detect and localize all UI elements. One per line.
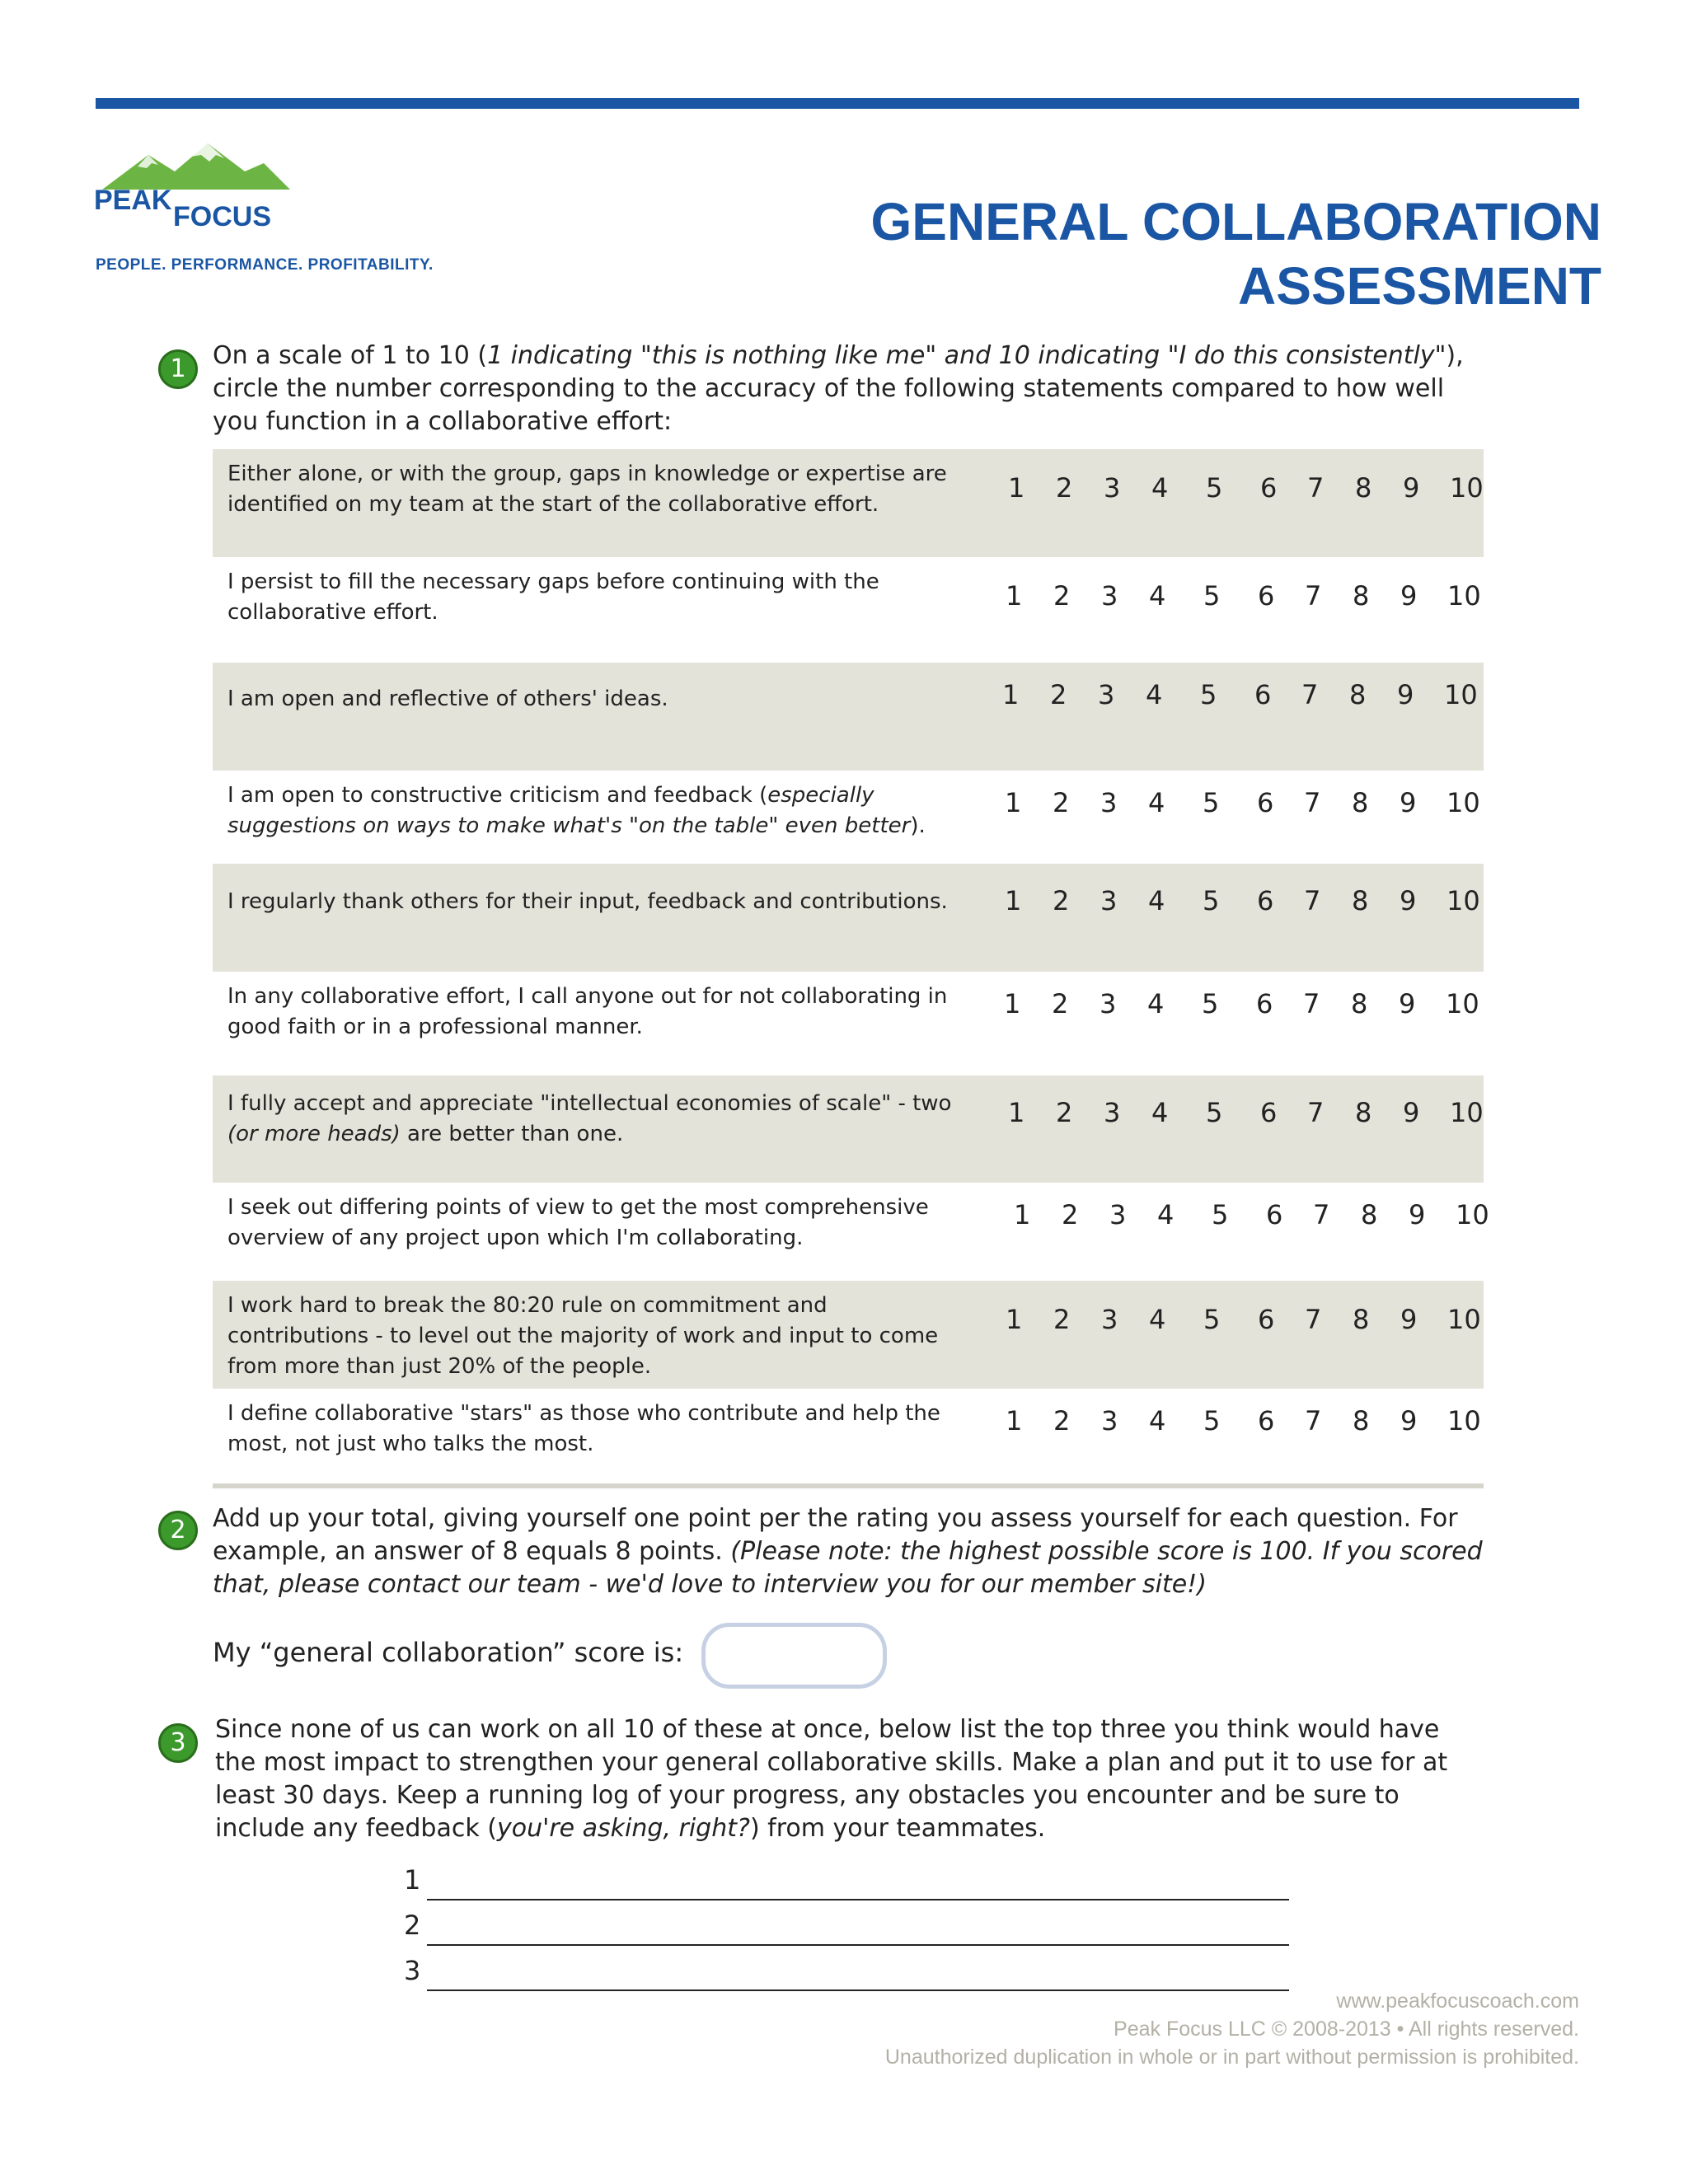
rating-option-3[interactable]: 3 — [1101, 1304, 1118, 1335]
rating-option-8[interactable]: 8 — [1352, 885, 1369, 916]
plan-line-rule — [427, 1899, 1289, 1900]
rating-option-1[interactable]: 1 — [1002, 679, 1020, 710]
statement-text: I persist to fill the necessary gaps before continuing with the collaborative effort. — [227, 569, 879, 625]
rating-option-8[interactable]: 8 — [1353, 580, 1370, 612]
rating-option-1[interactable]: 1 — [1004, 988, 1021, 1019]
rating-option-7[interactable]: 7 — [1313, 1199, 1330, 1230]
rating-option-8[interactable]: 8 — [1353, 1304, 1370, 1335]
title-line-2: ASSESSMENT — [1238, 256, 1601, 316]
rating-option-9[interactable]: 9 — [1403, 1097, 1420, 1128]
tagline: PEOPLE. PERFORMANCE. PROFITABILITY. — [96, 256, 434, 274]
rating-option-1[interactable]: 1 — [1008, 1097, 1025, 1128]
rating-option-3[interactable]: 3 — [1109, 1199, 1127, 1230]
logo-word-peak: PEAK — [94, 185, 172, 216]
rating-option-1[interactable]: 1 — [1008, 472, 1025, 504]
rating-option-9[interactable]: 9 — [1400, 1405, 1418, 1436]
rating-option-9[interactable]: 9 — [1409, 1199, 1426, 1230]
rating-option-10[interactable]: 10 — [1447, 580, 1481, 612]
step-2-badge: 2 — [158, 1511, 198, 1550]
rating-option-2[interactable]: 2 — [1053, 1405, 1071, 1436]
rating-option-9[interactable]: 9 — [1400, 580, 1418, 612]
rating-option-8[interactable]: 8 — [1351, 988, 1368, 1019]
rating-option-6[interactable]: 6 — [1266, 1199, 1283, 1230]
rating-option-9[interactable]: 9 — [1397, 679, 1414, 710]
rating-option-5[interactable]: 5 — [1203, 885, 1220, 916]
table-row — [213, 771, 1484, 864]
table-row — [213, 1076, 1484, 1183]
rating-option-5[interactable]: 5 — [1203, 1405, 1221, 1436]
mountain-icon — [102, 143, 290, 190]
peak-focus-logo — [92, 138, 298, 237]
rating-option-4[interactable]: 4 — [1149, 580, 1166, 612]
statement-text: I am open to constructive criticism and feedback (especially suggestions on ways to make what's "on the table" even better). — [227, 783, 926, 838]
rating-option-7[interactable]: 7 — [1304, 885, 1321, 916]
rating-option-6[interactable]: 6 — [1258, 1304, 1275, 1335]
rating-option-10[interactable]: 10 — [1447, 787, 1480, 818]
rating-option-6[interactable]: 6 — [1256, 988, 1273, 1019]
rating-option-7[interactable]: 7 — [1307, 1097, 1325, 1128]
rating-option-6[interactable]: 6 — [1257, 885, 1274, 916]
statement-text: I am open and reflective of others' ideas. — [227, 687, 668, 711]
rating-option-10[interactable]: 10 — [1447, 1304, 1481, 1335]
rating-option-4[interactable]: 4 — [1148, 885, 1165, 916]
statement-text: I work hard to break the 80:20 rule on commitment and contributions - to level out the majority of work and input to come from more than just 20% of the people. — [227, 1293, 939, 1379]
rating-option-9[interactable]: 9 — [1400, 885, 1417, 916]
table-row — [213, 557, 1484, 663]
header-rule — [96, 98, 1579, 109]
table-row — [213, 663, 1484, 771]
rating-option-10[interactable]: 10 — [1447, 885, 1480, 916]
rating-option-8[interactable]: 8 — [1355, 1097, 1372, 1128]
rating-option-5[interactable]: 5 — [1206, 1097, 1223, 1128]
logo-word-focus: FOCUS — [173, 201, 271, 232]
rating-option-1[interactable]: 1 — [1006, 580, 1023, 612]
rating-option-10[interactable]: 10 — [1450, 1097, 1484, 1128]
rating-option-8[interactable]: 8 — [1352, 787, 1369, 818]
rating-option-3[interactable]: 3 — [1100, 787, 1118, 818]
footer — [885, 1987, 1579, 2071]
plan-line-number: 2 — [404, 1910, 421, 1941]
statement-text: In any collaborative effort, I call anyone out for not collaborating in good faith or in a professional manner. — [227, 984, 948, 1039]
rating-option-7[interactable]: 7 — [1305, 1405, 1322, 1436]
footer-copyright: Peak Focus LLC © 2008-2013 • All rights reserved. — [1114, 2018, 1579, 2041]
rating-option-5[interactable]: 5 — [1212, 1199, 1229, 1230]
rating-option-8[interactable]: 8 — [1349, 679, 1367, 710]
rating-option-8[interactable]: 8 — [1361, 1199, 1378, 1230]
rating-option-6[interactable]: 6 — [1258, 580, 1275, 612]
rating-option-7[interactable]: 7 — [1307, 472, 1325, 504]
rating-option-4[interactable]: 4 — [1157, 1199, 1175, 1230]
table-bottom-rule — [213, 1483, 1484, 1488]
plan-line-number: 1 — [404, 1864, 421, 1896]
table-row — [213, 972, 1484, 1076]
rating-option-2[interactable]: 2 — [1052, 988, 1069, 1019]
rating-option-5[interactable]: 5 — [1203, 1304, 1221, 1335]
rating-option-8[interactable]: 8 — [1353, 1405, 1370, 1436]
title-line-1: GENERAL COLLABORATION — [870, 192, 1601, 251]
rating-option-2[interactable]: 2 — [1053, 1304, 1071, 1335]
rating-option-4[interactable]: 4 — [1151, 1097, 1169, 1128]
rating-option-10[interactable]: 10 — [1447, 1405, 1481, 1436]
rating-option-6[interactable]: 6 — [1260, 1097, 1278, 1128]
rating-option-6[interactable]: 6 — [1257, 787, 1274, 818]
rating-option-4[interactable]: 4 — [1151, 472, 1169, 504]
statement-text: I fully accept and appreciate "intellectual economies of scale" - two (or more heads) are better than one. — [227, 1091, 952, 1146]
rating-option-3[interactable]: 3 — [1104, 1097, 1121, 1128]
rating-option-5[interactable]: 5 — [1200, 679, 1217, 710]
rating-option-10[interactable]: 10 — [1456, 1199, 1489, 1230]
rating-option-2[interactable]: 2 — [1053, 787, 1070, 818]
rating-option-9[interactable]: 9 — [1403, 472, 1420, 504]
statement-text: Either alone, or with the group, gaps in knowledge or expertise are identified on my team at the start of the collaborative effort. — [227, 462, 947, 517]
rating-option-2[interactable]: 2 — [1050, 679, 1067, 710]
rating-option-5[interactable]: 5 — [1203, 580, 1221, 612]
rating-option-4[interactable]: 4 — [1147, 988, 1165, 1019]
rating-option-7[interactable]: 7 — [1301, 679, 1319, 710]
rating-option-4[interactable]: 4 — [1149, 1304, 1166, 1335]
rating-option-3[interactable]: 3 — [1101, 580, 1118, 612]
step-3-badge: 3 — [158, 1723, 198, 1763]
rating-option-10[interactable]: 10 — [1444, 679, 1478, 710]
rating-option-9[interactable]: 9 — [1399, 988, 1416, 1019]
footer-url: www.peakfocuscoach.com — [1336, 1990, 1579, 2013]
table-row — [213, 1389, 1484, 1486]
score-input-box[interactable] — [701, 1623, 887, 1689]
table-row — [213, 449, 1484, 557]
step-2-instructions: Add up your total, giving yourself one point per the rating you assess yourself for each question. For example, an answer of 8 equals 8 points. (Please note: the highest possible score is 100. If you scored that, please contact our team - we'd love to interview you for our member site!) — [213, 1504, 1483, 1599]
rating-option-10[interactable]: 10 — [1446, 988, 1479, 1019]
plan-line-2[interactable] — [404, 1910, 1290, 1951]
rating-option-5[interactable]: 5 — [1202, 988, 1219, 1019]
rating-option-7[interactable]: 7 — [1305, 1304, 1322, 1335]
rating-option-1[interactable]: 1 — [1006, 1304, 1023, 1335]
rating-option-5[interactable]: 5 — [1206, 472, 1223, 504]
statement-text: I regularly thank others for their input, feedback and contributions. — [227, 889, 948, 914]
rating-option-1[interactable]: 1 — [1005, 787, 1022, 818]
rating-option-2[interactable]: 2 — [1053, 885, 1070, 916]
rating-option-9[interactable]: 9 — [1400, 1304, 1418, 1335]
score-label: My “general collaboration” score is: — [213, 1637, 684, 1668]
rating-option-6[interactable]: 6 — [1258, 1405, 1275, 1436]
step-1-instructions: On a scale of 1 to 10 (1 indicating "this is nothing like me" and 10 indicating "I do this consistently"), circle the number corresponding to the accuracy of the following statements compared to how well you function in a collaborative effort: — [213, 341, 1464, 436]
rating-option-3[interactable]: 3 — [1098, 679, 1115, 710]
rating-option-7[interactable]: 7 — [1304, 787, 1321, 818]
rating-option-2[interactable]: 2 — [1053, 580, 1071, 612]
rating-option-2[interactable]: 2 — [1056, 472, 1073, 504]
rating-option-5[interactable]: 5 — [1203, 787, 1220, 818]
table-row — [213, 1183, 1489, 1281]
statement-text: I define collaborative "stars" as those who contribute and help the most, not just who talks the most. — [227, 1401, 940, 1456]
rating-option-10[interactable]: 10 — [1450, 472, 1484, 504]
rating-option-4[interactable]: 4 — [1149, 1405, 1166, 1436]
rating-table — [213, 449, 1489, 1486]
rating-option-1[interactable]: 1 — [1006, 1405, 1023, 1436]
step-1-badge: 1 — [158, 349, 198, 389]
rating-option-7[interactable]: 7 — [1305, 580, 1322, 612]
rating-option-6[interactable]: 6 — [1260, 472, 1278, 504]
statement-text: I seek out differing points of view to get the most comprehensive overview of any project upon which I'm collaborating. — [227, 1195, 929, 1250]
rating-option-8[interactable]: 8 — [1355, 472, 1372, 504]
table-row — [213, 1281, 1484, 1389]
rating-option-6[interactable]: 6 — [1254, 679, 1272, 710]
rating-option-2[interactable]: 2 — [1056, 1097, 1073, 1128]
table-row — [213, 864, 1484, 972]
rating-option-2[interactable]: 2 — [1062, 1199, 1079, 1230]
rating-option-4[interactable]: 4 — [1148, 787, 1165, 818]
page-title — [871, 190, 1602, 318]
rating-option-3[interactable]: 3 — [1101, 1405, 1118, 1436]
rating-option-4[interactable]: 4 — [1146, 679, 1163, 710]
plan-line-1[interactable] — [404, 1864, 1290, 1905]
plan-line-number: 3 — [404, 1955, 421, 1986]
rating-option-1[interactable]: 1 — [1014, 1199, 1031, 1230]
footer-notice: Unauthorized duplication in whole or in part without permission is prohibited. — [884, 2046, 1579, 2069]
rating-option-3[interactable]: 3 — [1104, 472, 1121, 504]
plan-line-rule — [427, 1944, 1289, 1946]
rating-option-7[interactable]: 7 — [1303, 988, 1320, 1019]
rating-option-3[interactable]: 3 — [1100, 885, 1118, 916]
step-3-instructions: Since none of us can work on all 10 of these at once, below list the top three you think would have the most impact to strengthen your general collaborative skills. Make a plan and put it to use for at least 30 days. Keep a running log of your progress, any obstacles you encounter and be sure to include any feedback (you're asking, right?) from your teammates. — [215, 1715, 1448, 1843]
rating-option-3[interactable]: 3 — [1100, 988, 1117, 1019]
rating-option-1[interactable]: 1 — [1005, 885, 1022, 916]
rating-option-9[interactable]: 9 — [1400, 787, 1417, 818]
